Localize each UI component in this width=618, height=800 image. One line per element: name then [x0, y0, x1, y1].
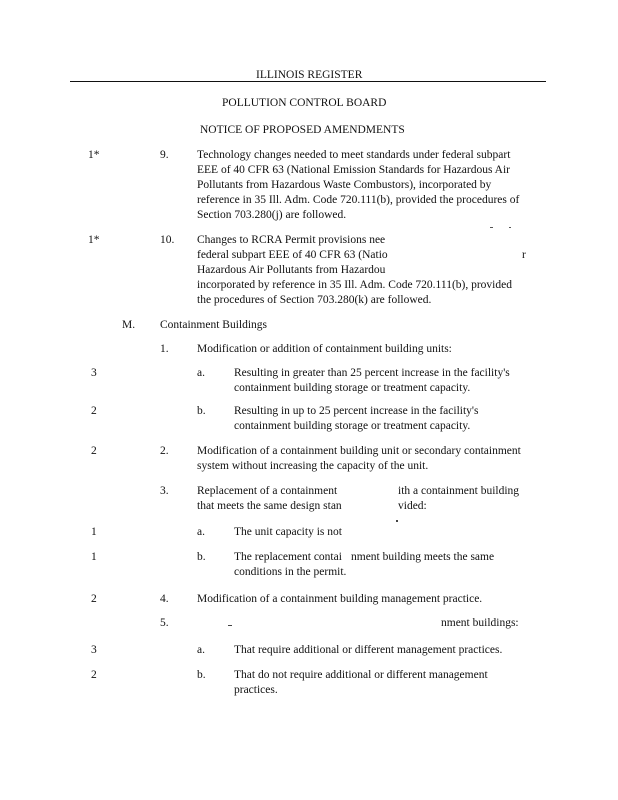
- m5b-line: That do not require additional or different management: [234, 669, 488, 681]
- class-m2: 2: [91, 445, 97, 457]
- m4-text: Modification of a containment building management practice.: [197, 593, 483, 605]
- letter-m5b: b.: [197, 669, 206, 681]
- m1b-line: containment building storage or treatment capacity.: [234, 420, 471, 432]
- m1-text: Modification or addition of containment building units:: [197, 343, 452, 355]
- scan-speck: [228, 625, 232, 626]
- m3-line-1-left: Replacement of a containment: [197, 485, 338, 497]
- m1a-line: Resulting in greater than 25 percent increase in the facility's: [234, 367, 510, 379]
- item-10-line: Changes to RCRA Permit provisions nee: [197, 234, 386, 246]
- m5-text-right: nment buildings:: [441, 617, 519, 629]
- scan-speck: [396, 520, 398, 522]
- letter-m3a: a.: [197, 526, 205, 538]
- class-m5b: 2: [91, 669, 97, 681]
- item-9-line: reference in 35 Ill. Adm. Code 720.111(b), provided the procedures of: [197, 194, 520, 206]
- class-m3b: 1: [91, 551, 97, 563]
- item-9-line: Technology changes needed to meet standards under federal subpart: [197, 149, 511, 161]
- register-title: ILLINOIS REGISTER: [256, 69, 363, 81]
- m3b-line-1-right: nment building meets the same: [351, 551, 495, 563]
- item-9-line: Pollutants from Hazardous Waste Combustors), incorporated by: [197, 179, 492, 191]
- letter-m5a: a.: [197, 644, 205, 656]
- scan-speck: [509, 227, 511, 228]
- item-9-line: Section 703.280(j) are followed.: [197, 209, 347, 221]
- num-9: 9.: [160, 149, 169, 161]
- item-10-line: incorporated by reference in 35 Ill. Adm. Code 720.111(b), provided: [197, 279, 512, 291]
- m2-line: Modification of a containment building unit or secondary containment: [197, 445, 521, 457]
- scan-speck: [490, 227, 493, 228]
- item-10-stray: r: [522, 249, 526, 261]
- notice-title: NOTICE OF PROPOSED AMENDMENTS: [200, 124, 405, 136]
- item-10-line: Hazardous Air Pollutants from Hazardou: [197, 264, 386, 276]
- m3b-line-2: conditions in the permit.: [234, 566, 347, 578]
- header-rule: [70, 81, 546, 82]
- item-9-line: EEE of 40 CFR 63 (National Emission Standards for Hazardous Air: [197, 164, 511, 176]
- class-m1b: 2: [91, 405, 97, 417]
- letter-m1a: a.: [197, 367, 205, 379]
- class-m4: 2: [91, 593, 97, 605]
- m1b-line: Resulting in up to 25 percent increase in the facility's: [234, 405, 479, 417]
- class-m1a: 3: [91, 367, 97, 379]
- m3-line-1-right: ith a containment building: [398, 485, 520, 497]
- class-m5a: 3: [91, 644, 97, 656]
- board-title: POLLUTION CONTROL BOARD: [222, 97, 387, 109]
- m5b-line: practices.: [234, 684, 278, 696]
- num-m2: 2.: [160, 445, 169, 457]
- m3-line-2-right: vided:: [398, 500, 427, 512]
- m2-line: system without increasing the capacity of the unit.: [197, 460, 429, 472]
- num-10: 10.: [160, 234, 175, 246]
- item-10-line: the procedures of Section 703.280(k) are followed.: [197, 294, 432, 306]
- section-title: Containment Buildings: [160, 319, 268, 331]
- num-m4: 4.: [160, 593, 169, 605]
- num-m5: 5.: [160, 617, 169, 629]
- m3-line-2-left: that meets the same design stan: [197, 500, 342, 512]
- letter-m1b: b.: [197, 405, 206, 417]
- letter-m3b: b.: [197, 551, 206, 563]
- class-10: 1*: [88, 234, 100, 246]
- num-m3: 3.: [160, 485, 169, 497]
- num-m1: 1.: [160, 343, 169, 355]
- section-letter: M.: [122, 319, 136, 331]
- class-9: 1*: [88, 149, 100, 161]
- item-10-line: federal subpart EEE of 40 CFR 63 (Natio: [197, 249, 388, 261]
- m3a-text: The unit capacity is not: [234, 526, 342, 538]
- m1a-line: containment building storage or treatment capacity.: [234, 382, 471, 394]
- m5a-text: That require additional or different management practices.: [234, 644, 503, 656]
- m3b-line-1-left: The replacement contai: [234, 551, 342, 563]
- class-m3a: 1: [91, 526, 97, 538]
